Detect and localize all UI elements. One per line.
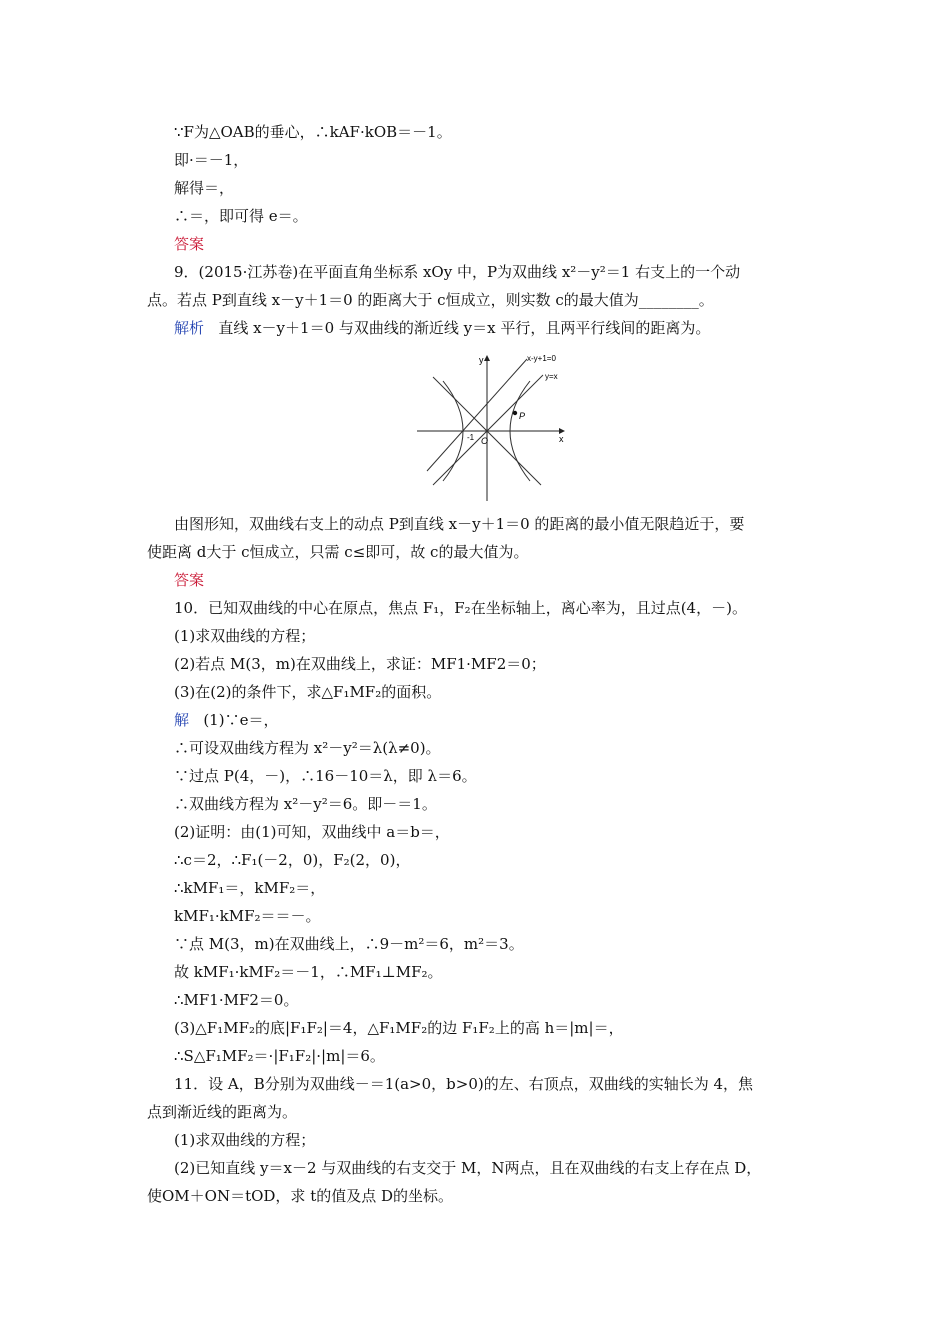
analysis-label: 解析 (174, 319, 205, 337)
text-line: ∵过点 P(4，－)，∴16－10＝λ，即 λ＝6。 (174, 767, 477, 785)
text-line: 故 kMF₁·kMF₂＝－1，∴MF₁⊥MF₂。 (174, 963, 443, 981)
text-line: ∵点 M(3，m)在双曲线上，∴9－m²＝6，m²＝3。 (174, 935, 524, 953)
analysis-text: 直线 x－y＋1＝0 与双曲线的渐近线 y＝x 平行，且两平行线间的距离为。 (218, 319, 711, 337)
text-line: kMF₁·kMF₂＝＝－。 (174, 907, 321, 925)
text-line: (3)△F₁MF₂的底|F₁F₂|＝4，△F₁MF₂的边 F₁F₂上的高 h＝|m|＝， (174, 1019, 624, 1037)
y-axis-arrow (484, 355, 490, 361)
text-line: ∴可设双曲线方程为 x²－y²＝λ(λ≠0)。 (174, 739, 441, 757)
text-line: 即·＝－1， (174, 151, 249, 169)
text-line: 由图形知，双曲线右支上的动点 P到直线 x－y＋1＝0 的距离的最小值无限趋近于，要 (174, 515, 745, 533)
y-axis-label: y (479, 355, 484, 365)
hyperbola-figure (415, 349, 575, 504)
line-label: x-y+1=0 (527, 354, 556, 363)
text-line: (2)证明：由(1)可知，双曲线中 a＝b＝， (174, 823, 450, 841)
text-line: ∴c＝2，∴F₁(－2，0)，F₂(2，0)， (174, 851, 411, 869)
text-line: 解得＝， (174, 179, 235, 197)
text-line: (2)已知直线 y＝x－2 与双曲线的右支交于 M，N两点，且在双曲线的右支上存在点 D， (174, 1159, 762, 1177)
solution-line (174, 710, 814, 730)
text-line: ∴MF1·MF2＝0。 (174, 991, 299, 1009)
text-line: ∴kMF₁＝，kMF₂＝， (174, 879, 326, 897)
asymptote-label: y=x (545, 372, 558, 381)
text-line: (1)求双曲线的方程； (174, 627, 316, 645)
hyperbola-diagram (415, 349, 575, 504)
text-line: 使OM＋ON＝tOD，求 t的值及点 D的坐标。 (147, 1187, 454, 1205)
question-9-line-2: 点。若点 P到直线 x－y＋1＝0 的距离大于 c恒成立，则实数 c的最大值为________。 (147, 291, 714, 309)
point-p (513, 411, 517, 415)
point-p-label: P (519, 411, 526, 421)
text-line: ∴S△F₁MF₂＝·|F₁F₂|·|m|＝6。 (174, 1047, 385, 1065)
answer-label: 答案 (174, 235, 205, 253)
question-10-line: 10．已知双曲线的中心在原点，焦点 F₁，F₂在坐标轴上，离心率为，且过点(4，－)。 (174, 599, 747, 617)
text-line: (1)求双曲线的方程； (174, 1131, 316, 1149)
text-line: ∴＝，即可得 e＝。 (174, 207, 308, 225)
asymptote-y-eq-x (433, 375, 543, 485)
solution-text: (1)∵e＝， (203, 711, 279, 729)
origin-label: O (481, 436, 489, 446)
text-line: 使距离 d大于 c恒成立，只需 c≤即可，故 c的最大值为。 (147, 543, 529, 561)
neg-one-label: -1 (467, 433, 475, 442)
text-line: ∴双曲线方程为 x²－y²＝6。即－＝1。 (174, 795, 437, 813)
text-line: ∵F为△OAB的垂心，∴kAF·kOB＝－1。 (174, 123, 452, 141)
text-line: (2)若点 M(3，m)在双曲线上，求证：MF1·MF2＝0； (174, 655, 546, 673)
question-9-line-1: 9．(2015·江苏卷)在平面直角坐标系 xOy 中，P为双曲线 x²－y²＝1 右支上的一个动 (174, 263, 741, 281)
solution-label: 解 (174, 711, 190, 729)
question-11-line-2: 点到渐近线的距离为。 (147, 1103, 298, 1121)
question-11-line-1: 11．设 A，B分别为双曲线－＝1(a>0，b>0)的左、右顶点，双曲线的实轴长为 4，焦 (174, 1075, 754, 1093)
analysis-line (174, 318, 814, 338)
x-axis-label: x (559, 434, 564, 444)
answer-label: 答案 (174, 571, 205, 589)
text-line: (3)在(2)的条件下，求△F₁MF₂的面积。 (174, 683, 442, 701)
